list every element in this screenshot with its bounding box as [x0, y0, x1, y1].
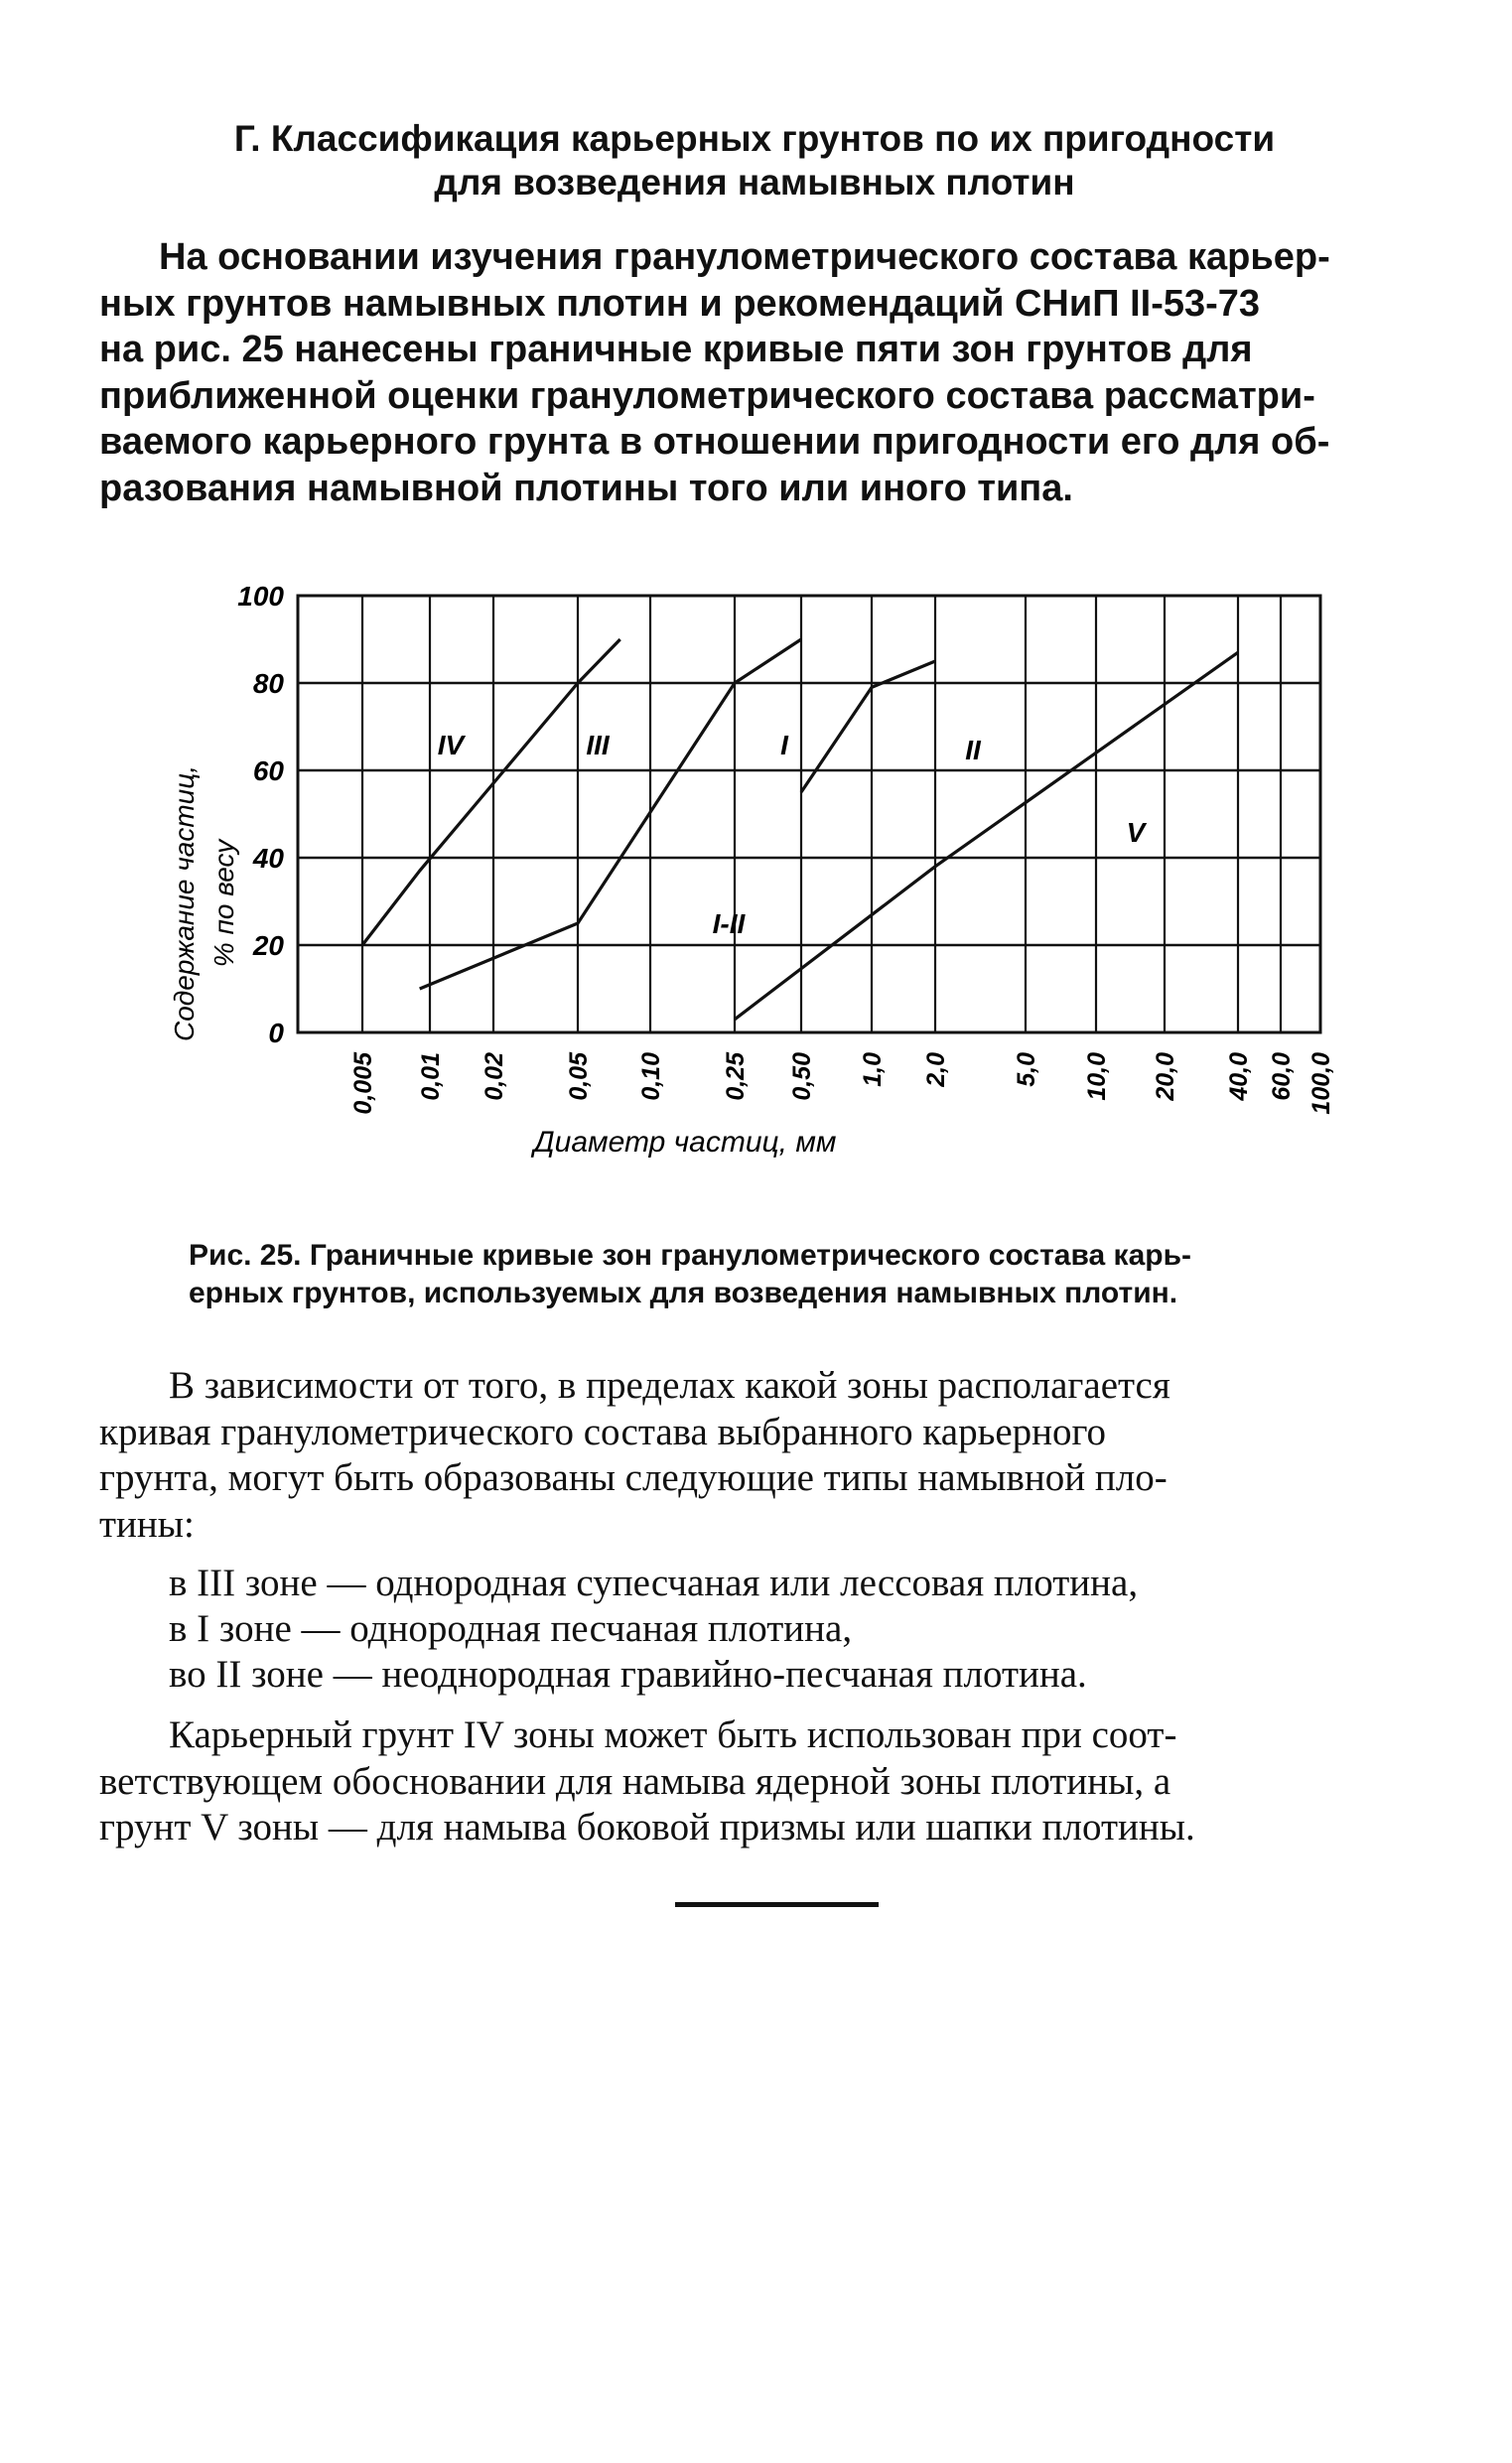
intro-line: приближенной оценки гранулометрического состава рассматри-: [99, 374, 1315, 417]
intro-line: на рис. 25 нанесены граничные кривые пяти зон грунтов для: [99, 329, 1253, 370]
x-tick-label: 2,0: [922, 1052, 950, 1087]
closing-line: ветствующем обосновании для намыва ядерной зоны плотины, а: [99, 1759, 1171, 1803]
x-tick-label: 0,25: [722, 1052, 750, 1101]
zone-label: I-II: [712, 908, 746, 939]
body-line: кривая гранулометрического состава выбранного карьерного: [99, 1410, 1107, 1453]
zone-list-item: в III зоне — однородная супесчаная или лессовая плотина,: [169, 1562, 1139, 1604]
closing-line: Карьерный грунт IV зоны может быть использован при соот-: [169, 1713, 1177, 1756]
boundary-curve: [735, 652, 1238, 1020]
plot-frame: [298, 596, 1320, 1032]
chart-svg: [149, 576, 1390, 1211]
x-tick-label: 20,0: [1152, 1052, 1179, 1101]
body-line: грунта, могут быть образованы следующие типы намывной пло-: [99, 1456, 1168, 1499]
y-axis-label-line1: Содержание частиц,: [169, 764, 200, 1042]
x-tick-label: 40,0: [1225, 1052, 1253, 1101]
section-title-line-2: для возведения намывных плотин: [434, 162, 1075, 203]
end-rule: [675, 1902, 879, 1907]
closing-paragraph: [99, 1712, 1410, 1851]
closing-line: грунт V зоны — для намыва боковой призмы или шапки плотины.: [99, 1806, 1195, 1848]
y-tick-label: 40: [252, 843, 284, 874]
x-tick-label: 0,50: [788, 1052, 816, 1101]
boundary-curve: [801, 661, 935, 792]
y-tick-label: 0: [268, 1018, 284, 1048]
caption-line: Рис. 25. Граничные кривые зон гранулометрического состава карь-: [189, 1239, 1192, 1272]
x-axis-label: Диаметр частиц, мм: [533, 1126, 837, 1159]
y-tick-label: 20: [252, 930, 284, 961]
intro-line: ных грунтов намывных плотин и рекомендаций СНиП II-53-73: [99, 282, 1261, 325]
zone-label: II: [965, 735, 981, 765]
y-axis-label-line2: % по весу: [208, 839, 239, 968]
zone-label: I: [780, 730, 788, 760]
x-tick-label: 1,0: [859, 1052, 887, 1087]
y-tick-label: 100: [237, 581, 284, 612]
intro-line: На основании изучения гранулометрического состава карьер-: [159, 236, 1330, 278]
x-tick-label: 60,0: [1268, 1052, 1296, 1101]
x-tick-label: 0,02: [481, 1052, 508, 1101]
intro-line: ваемого карьерного грунта в отношении пригодности его для об-: [99, 421, 1330, 463]
body-line: тины:: [99, 1502, 195, 1546]
intro-paragraph: [99, 234, 1410, 511]
body-paragraph: [99, 1363, 1410, 1548]
body-line: В зависимости от того, в пределах какой зоны располагается: [169, 1364, 1170, 1407]
boundary-curve: [362, 639, 620, 945]
intro-line: разования намывной плотины того или иного типа.: [99, 467, 1073, 509]
x-tick-label: 0,10: [637, 1052, 665, 1101]
zone-label: IV: [437, 730, 465, 760]
y-tick-label: 80: [252, 668, 284, 699]
x-tick-label: 0,005: [349, 1052, 377, 1115]
zone-label: III: [586, 730, 610, 760]
zone-list-item: в I зоне — однородная песчаная плотина,: [169, 1607, 853, 1650]
x-tick-label: 0,05: [565, 1052, 593, 1101]
x-tick-label: 0,01: [417, 1052, 445, 1101]
granulometry-chart: [149, 576, 1390, 1216]
zone-list-item: во II зоне — неоднородная гравийно-песчаная плотина.: [169, 1653, 1087, 1696]
x-tick-label: 10,0: [1083, 1052, 1111, 1101]
caption-line: ерных грунтов, используемых для возведения намывных плотин.: [189, 1277, 1178, 1309]
x-tick-label: 100,0: [1307, 1052, 1335, 1115]
section-heading: [149, 117, 1360, 205]
figure-caption: [189, 1237, 1360, 1312]
x-tick-label: 5,0: [1013, 1052, 1040, 1087]
zone-label: V: [1126, 817, 1146, 848]
y-tick-label: 60: [252, 755, 284, 786]
section-title-line-1: Г. Классификация карьерных грунтов по их пригодности: [233, 118, 1276, 159]
zone-list: [169, 1561, 1410, 1698]
